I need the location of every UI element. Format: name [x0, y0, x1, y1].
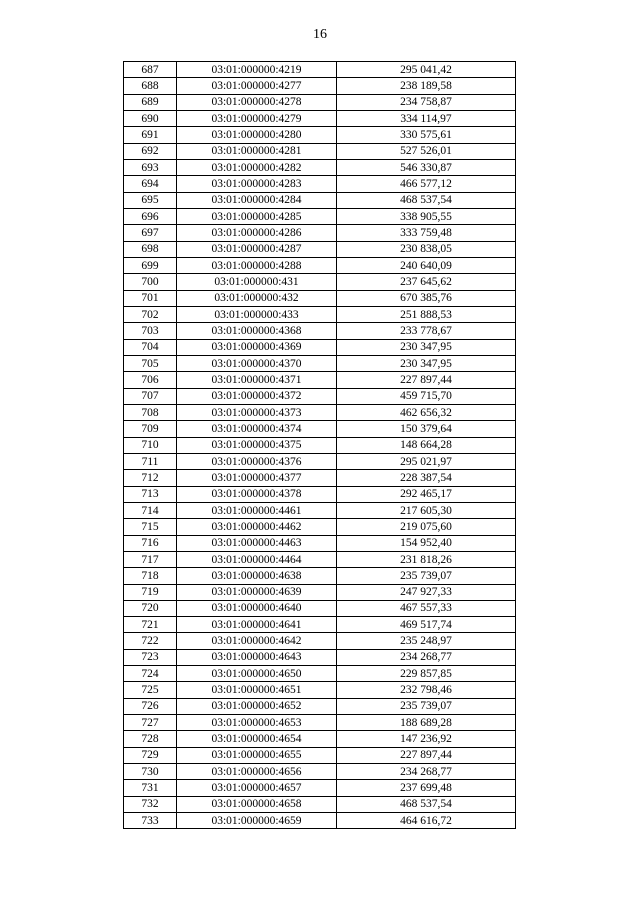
row-number-cell: 692 [124, 143, 177, 159]
cadastral-number-cell: 03:01:000000:4643 [177, 649, 337, 665]
value-cell: 251 888,53 [337, 306, 516, 322]
table-row [124, 633, 516, 649]
table-row [124, 127, 516, 143]
row-number-cell: 696 [124, 208, 177, 224]
table-row [124, 519, 516, 535]
row-number-cell: 718 [124, 568, 177, 584]
cadastral-number-cell: 03:01:000000:4281 [177, 143, 337, 159]
value-cell: 150 379,64 [337, 421, 516, 437]
table-row [124, 453, 516, 469]
table-row [124, 715, 516, 731]
value-cell: 232 798,46 [337, 682, 516, 698]
table-row [124, 176, 516, 192]
cadastral-number-cell: 03:01:000000:4652 [177, 698, 337, 714]
row-number-cell: 719 [124, 584, 177, 600]
row-number-cell: 725 [124, 682, 177, 698]
value-cell: 247 927,33 [337, 584, 516, 600]
row-number-cell: 723 [124, 649, 177, 665]
row-number-cell: 721 [124, 617, 177, 633]
row-number-cell: 732 [124, 796, 177, 812]
cadastral-number-cell: 03:01:000000:4642 [177, 633, 337, 649]
row-number-cell: 728 [124, 731, 177, 747]
cadastral-number-cell: 03:01:000000:4654 [177, 731, 337, 747]
cadastral-number-cell: 03:01:000000:4283 [177, 176, 337, 192]
cadastral-number-cell: 03:01:000000:4284 [177, 192, 337, 208]
value-cell: 234 268,77 [337, 649, 516, 665]
table-body [124, 62, 516, 829]
table-row [124, 796, 516, 812]
cadastral-number-cell: 03:01:000000:4641 [177, 617, 337, 633]
row-number-cell: 722 [124, 633, 177, 649]
cadastral-number-cell: 03:01:000000:4640 [177, 600, 337, 616]
cadastral-number-cell: 03:01:000000:4464 [177, 551, 337, 567]
table-row [124, 404, 516, 420]
row-number-cell: 702 [124, 306, 177, 322]
table-row [124, 584, 516, 600]
cadastral-number-cell: 03:01:000000:431 [177, 274, 337, 290]
row-number-cell: 716 [124, 535, 177, 551]
value-cell: 333 759,48 [337, 225, 516, 241]
value-cell: 148 664,28 [337, 437, 516, 453]
row-number-cell: 714 [124, 502, 177, 518]
table-row [124, 94, 516, 110]
table-row [124, 502, 516, 518]
row-number-cell: 711 [124, 453, 177, 469]
table-row [124, 339, 516, 355]
value-cell: 462 656,32 [337, 404, 516, 420]
value-cell: 469 517,74 [337, 617, 516, 633]
table-row [124, 355, 516, 371]
value-cell: 467 557,33 [337, 600, 516, 616]
table-row [124, 731, 516, 747]
table-row [124, 535, 516, 551]
row-number-cell: 697 [124, 225, 177, 241]
cadastral-number-cell: 03:01:000000:4279 [177, 110, 337, 126]
value-cell: 188 689,28 [337, 715, 516, 731]
table-row [124, 486, 516, 502]
cadastral-number-cell: 03:01:000000:4461 [177, 502, 337, 518]
row-number-cell: 724 [124, 666, 177, 682]
value-cell: 334 114,97 [337, 110, 516, 126]
row-number-cell: 701 [124, 290, 177, 306]
table-row [124, 372, 516, 388]
table-row [124, 192, 516, 208]
table-row [124, 682, 516, 698]
cadastral-number-cell: 03:01:000000:4463 [177, 535, 337, 551]
row-number-cell: 705 [124, 355, 177, 371]
cadastral-number-cell: 03:01:000000:4651 [177, 682, 337, 698]
cadastral-number-cell: 03:01:000000:4639 [177, 584, 337, 600]
value-cell: 295 021,97 [337, 453, 516, 469]
cadastral-number-cell: 03:01:000000:4288 [177, 257, 337, 273]
table-row [124, 274, 516, 290]
row-number-cell: 695 [124, 192, 177, 208]
row-number-cell: 733 [124, 813, 177, 829]
value-cell: 238 189,58 [337, 78, 516, 94]
cadastral-number-cell: 03:01:000000:432 [177, 290, 337, 306]
cadastral-number-cell: 03:01:000000:4368 [177, 323, 337, 339]
table-row [124, 747, 516, 763]
row-number-cell: 717 [124, 551, 177, 567]
cadastral-number-cell: 03:01:000000:4657 [177, 780, 337, 796]
row-number-cell: 694 [124, 176, 177, 192]
cadastral-number-cell: 03:01:000000:4371 [177, 372, 337, 388]
table-row [124, 437, 516, 453]
table-row [124, 225, 516, 241]
table-row [124, 600, 516, 616]
value-cell: 338 905,55 [337, 208, 516, 224]
value-cell: 217 605,30 [337, 502, 516, 518]
table-row [124, 257, 516, 273]
value-cell: 237 645,62 [337, 274, 516, 290]
cadastral-number-cell: 03:01:000000:433 [177, 306, 337, 322]
table-row [124, 470, 516, 486]
row-number-cell: 706 [124, 372, 177, 388]
value-cell: 233 778,67 [337, 323, 516, 339]
cadastral-value-table [123, 61, 516, 829]
value-cell: 466 577,12 [337, 176, 516, 192]
cadastral-number-cell: 03:01:000000:4638 [177, 568, 337, 584]
value-cell: 147 236,92 [337, 731, 516, 747]
row-number-cell: 699 [124, 257, 177, 273]
table-row [124, 551, 516, 567]
cadastral-number-cell: 03:01:000000:4369 [177, 339, 337, 355]
value-cell: 231 818,26 [337, 551, 516, 567]
table-row [124, 780, 516, 796]
value-cell: 295 041,42 [337, 62, 516, 78]
cadastral-number-cell: 03:01:000000:4372 [177, 388, 337, 404]
row-number-cell: 707 [124, 388, 177, 404]
cadastral-number-cell: 03:01:000000:4462 [177, 519, 337, 535]
row-number-cell: 709 [124, 421, 177, 437]
table-row [124, 306, 516, 322]
row-number-cell: 700 [124, 274, 177, 290]
cadastral-number-cell: 03:01:000000:4376 [177, 453, 337, 469]
value-cell: 234 268,77 [337, 764, 516, 780]
cadastral-number-cell: 03:01:000000:4378 [177, 486, 337, 502]
value-cell: 235 248,97 [337, 633, 516, 649]
cadastral-number-cell: 03:01:000000:4373 [177, 404, 337, 420]
value-cell: 228 387,54 [337, 470, 516, 486]
table-row [124, 159, 516, 175]
row-number-cell: 687 [124, 62, 177, 78]
value-cell: 227 897,44 [337, 372, 516, 388]
value-cell: 546 330,87 [337, 159, 516, 175]
cadastral-number-cell: 03:01:000000:4370 [177, 355, 337, 371]
table-row [124, 78, 516, 94]
table-row [124, 110, 516, 126]
row-number-cell: 729 [124, 747, 177, 763]
table-row [124, 143, 516, 159]
row-number-cell: 731 [124, 780, 177, 796]
cadastral-number-cell: 03:01:000000:4659 [177, 813, 337, 829]
cadastral-number-cell: 03:01:000000:4375 [177, 437, 337, 453]
value-cell: 468 537,54 [337, 796, 516, 812]
cadastral-number-cell: 03:01:000000:4377 [177, 470, 337, 486]
value-cell: 234 758,87 [337, 94, 516, 110]
cadastral-number-cell: 03:01:000000:4282 [177, 159, 337, 175]
table-row [124, 617, 516, 633]
row-number-cell: 698 [124, 241, 177, 257]
table-row [124, 649, 516, 665]
row-number-cell: 715 [124, 519, 177, 535]
row-number-cell: 720 [124, 600, 177, 616]
value-cell: 219 075,60 [337, 519, 516, 535]
row-number-cell: 688 [124, 78, 177, 94]
table-row [124, 764, 516, 780]
table-row [124, 666, 516, 682]
row-number-cell: 710 [124, 437, 177, 453]
value-cell: 527 526,01 [337, 143, 516, 159]
cadastral-number-cell: 03:01:000000:4278 [177, 94, 337, 110]
value-cell: 464 616,72 [337, 813, 516, 829]
value-cell: 240 640,09 [337, 257, 516, 273]
value-cell: 459 715,70 [337, 388, 516, 404]
cadastral-number-cell: 03:01:000000:4219 [177, 62, 337, 78]
value-cell: 154 952,40 [337, 535, 516, 551]
table-row [124, 208, 516, 224]
table-row [124, 62, 516, 78]
value-cell: 230 347,95 [337, 339, 516, 355]
row-number-cell: 690 [124, 110, 177, 126]
table-row [124, 323, 516, 339]
cadastral-number-cell: 03:01:000000:4653 [177, 715, 337, 731]
row-number-cell: 727 [124, 715, 177, 731]
row-number-cell: 693 [124, 159, 177, 175]
value-cell: 235 739,07 [337, 698, 516, 714]
value-cell: 237 699,48 [337, 780, 516, 796]
cadastral-number-cell: 03:01:000000:4656 [177, 764, 337, 780]
value-cell: 468 537,54 [337, 192, 516, 208]
value-cell: 230 838,05 [337, 241, 516, 257]
cadastral-number-cell: 03:01:000000:4658 [177, 796, 337, 812]
value-cell: 330 575,61 [337, 127, 516, 143]
row-number-cell: 704 [124, 339, 177, 355]
row-number-cell: 713 [124, 486, 177, 502]
value-cell: 227 897,44 [337, 747, 516, 763]
table-row [124, 388, 516, 404]
table-row [124, 290, 516, 306]
table-row [124, 568, 516, 584]
cadastral-number-cell: 03:01:000000:4285 [177, 208, 337, 224]
cadastral-number-cell: 03:01:000000:4287 [177, 241, 337, 257]
table-row [124, 421, 516, 437]
cadastral-number-cell: 03:01:000000:4650 [177, 666, 337, 682]
cadastral-number-cell: 03:01:000000:4374 [177, 421, 337, 437]
cadastral-number-cell: 03:01:000000:4655 [177, 747, 337, 763]
value-cell: 230 347,95 [337, 355, 516, 371]
value-cell: 229 857,85 [337, 666, 516, 682]
page-number: 16 [313, 27, 327, 42]
table-row [124, 241, 516, 257]
table-row [124, 698, 516, 714]
row-number-cell: 730 [124, 764, 177, 780]
row-number-cell: 708 [124, 404, 177, 420]
row-number-cell: 691 [124, 127, 177, 143]
row-number-cell: 689 [124, 94, 177, 110]
cadastral-number-cell: 03:01:000000:4280 [177, 127, 337, 143]
cadastral-number-cell: 03:01:000000:4286 [177, 225, 337, 241]
row-number-cell: 726 [124, 698, 177, 714]
value-cell: 292 465,17 [337, 486, 516, 502]
cadastral-number-cell: 03:01:000000:4277 [177, 78, 337, 94]
table-row [124, 813, 516, 829]
value-cell: 670 385,76 [337, 290, 516, 306]
row-number-cell: 703 [124, 323, 177, 339]
value-cell: 235 739,07 [337, 568, 516, 584]
row-number-cell: 712 [124, 470, 177, 486]
